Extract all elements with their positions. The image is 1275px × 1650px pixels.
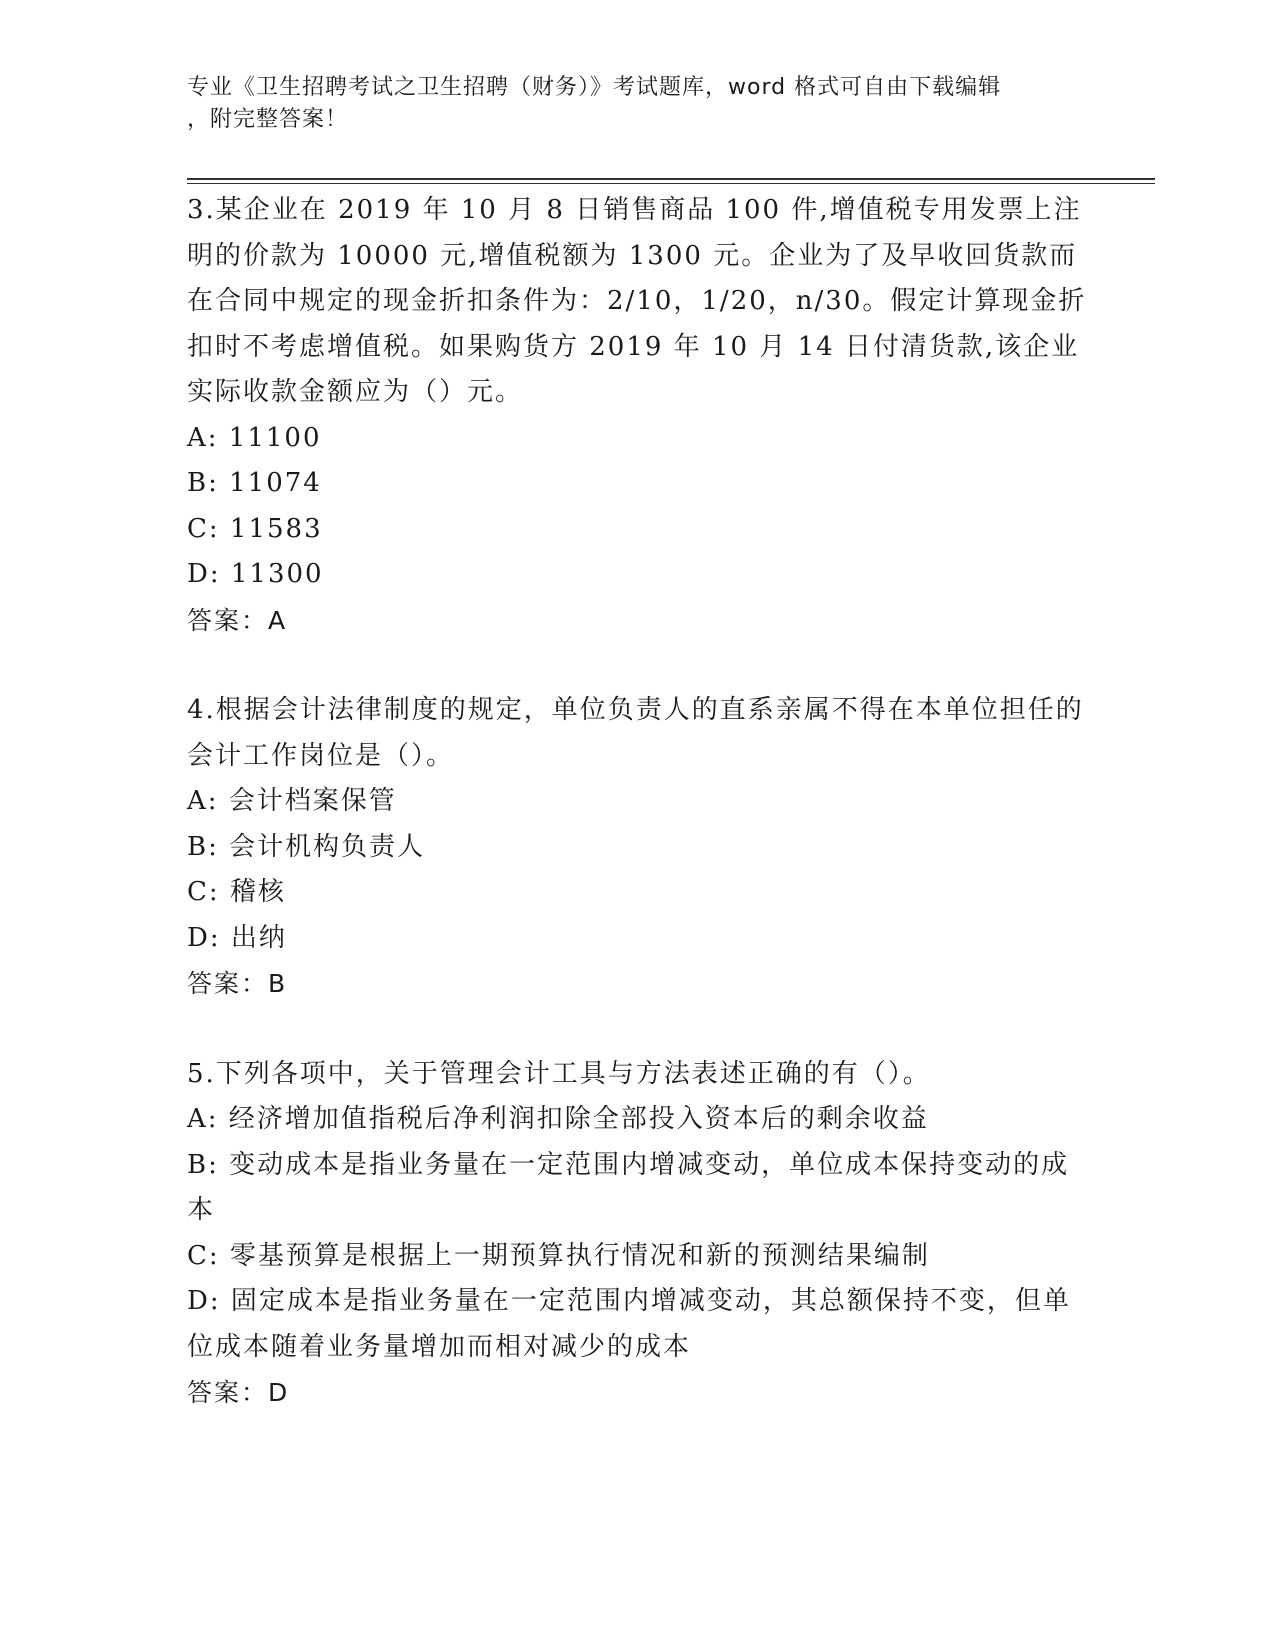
question-text: 5.下列各项中，关于管理会计工具与方法表述正确的有（）。 bbox=[187, 1058, 931, 1089]
option-c: C: 11583 bbox=[187, 513, 323, 544]
option-a: A: 会计档案保管 bbox=[187, 786, 397, 816]
question-spacer bbox=[187, 1007, 1087, 1052]
answer-line: 答案：A bbox=[187, 605, 288, 635]
option-d: D: 11300 bbox=[187, 559, 324, 589]
header-divider-thick bbox=[187, 178, 1155, 180]
header-divider-thin bbox=[187, 183, 1155, 184]
option-b: B: 11074 bbox=[187, 468, 322, 498]
question-spacer bbox=[187, 643, 1087, 688]
option-d: D: 出纳 bbox=[187, 922, 287, 953]
option-a: A: 11100 bbox=[187, 422, 322, 453]
answer-line: 答案：B bbox=[187, 969, 288, 998]
question-text: 3.某企业在 2019 年 10 月 8 日销售商品 100 件,增值税专用发票上注明的价款为 10000 元,增值税额为 1300 元。企业为了及早收回货款而在合同中规定的现金折扣条件为：2/10，1/20，n/30。假定计算现金折扣时不考虑增值税。如果购货方 2019 年 10 月 14 日付清货款,该企业实际收款金额应为（）元。 bbox=[187, 195, 1087, 407]
header-line-1: 专业《卫生招聘考试之卫生招聘（财务）》考试题库，word 格式可自由下载编辑 bbox=[187, 75, 1002, 100]
option-b: B: 会计机构负责人 bbox=[187, 831, 426, 862]
question-text: 4.根据会计法律制度的规定，单位负责人的直系亲属不得在本单位担任的会计工作岗位是（）。 bbox=[187, 695, 1084, 771]
option-d: D: 固定成本是指业务量在一定范围内增减变动，其总额保持不变，但单位成本随着业务量增加而相对减少的成本 bbox=[187, 1286, 1071, 1362]
option-b: B: 变动成本是指业务量在一定范围内增减变动，单位成本保持变动的成本 bbox=[187, 1149, 1070, 1225]
option-a: A: 经济增加值指税后净利润扣除全部投入资本后的剩余收益 bbox=[187, 1104, 929, 1134]
question-list bbox=[187, 188, 1087, 1416]
option-c: C: 零基预算是根据上一期预算执行情况和新的预测结果编制 bbox=[187, 1240, 930, 1271]
document-header bbox=[187, 72, 1067, 136]
option-c: C: 稽核 bbox=[187, 877, 286, 907]
question-5 bbox=[187, 1052, 1087, 1416]
question-3 bbox=[187, 188, 1087, 643]
header-line-2: ，附完整答案！ bbox=[187, 107, 349, 132]
answer-line: 答案：D bbox=[187, 1378, 290, 1407]
question-4 bbox=[187, 688, 1087, 1007]
